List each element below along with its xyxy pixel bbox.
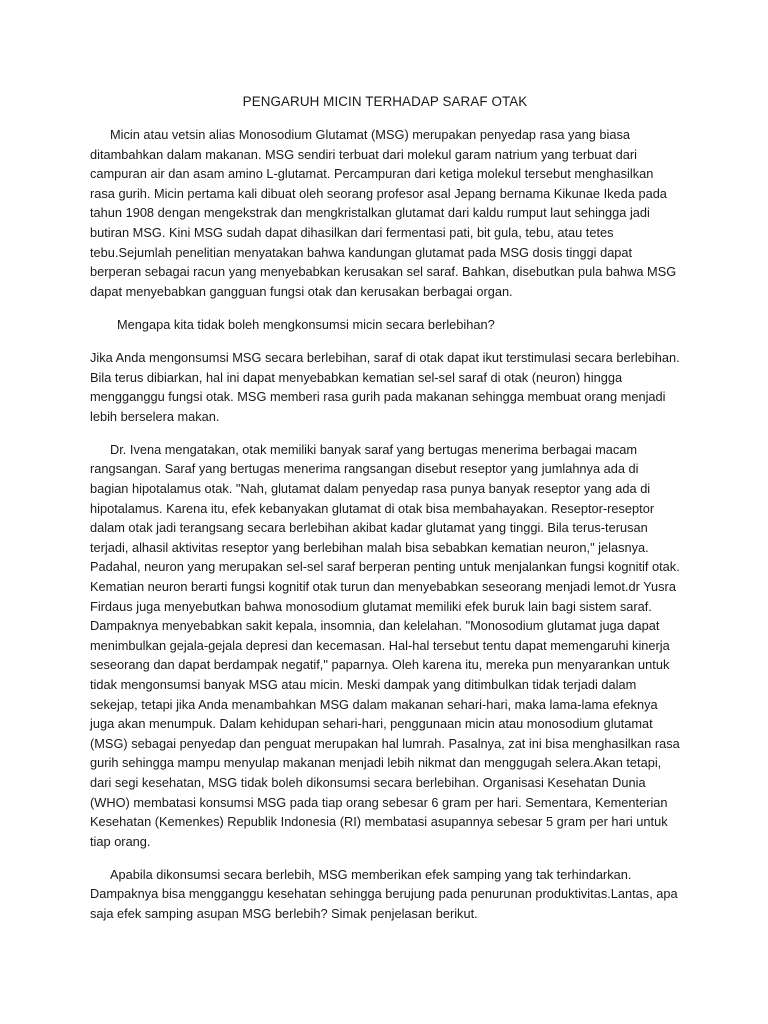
paragraph-side-effects: Apabila dikonsumsi secara berlebih, MSG memberikan efek samping yang tak terhindarkan. Dampaknya bisa mengganggu kesehatan sehingga berujung pada penurunan produktivitas.Lantas, apa saja efek samping asupan MSG berlebih? Simak penjelasan berikut. <box>90 866 678 921</box>
paragraph-intro: Micin atau vetsin alias Monosodium Glutamat (MSG) merupakan penyedap rasa yang biasa ditambahkan dalam makanan. MSG sendiri terbuat dari molekul garam natrium yang terbuat dari campuran air dan asam amino L-glutamat. Percampuran dari ketiga molekul tersebut menghasilkan rasa gurih. Micin pertama kali dibuat oleh seorang profesor asal Jepang bernama Kikunae Ikeda pada tahun 1908 dengan mengekstrak dan mengkristalkan glutamat dari kaldu rumput laut sehingga jadi butiran MSG. Kini MSG sudah dapat dihasilkan dari fermentasi pati, bit gula, tebu, atau tetes tebu.Sejumlah penelitian menyatakan bahwa kandungan glutamat pada MSG dosis tinggi dapat berperan sebagai racun yang menyebabkan kerusakan sel saraf. Bahkan, disebutkan pula bahwa MSG dapat menyebabkan gangguan fungsi otak dan kerusakan berbagai organ. <box>90 127 677 299</box>
paragraph-excess-consumption: Jika Anda mengonsumsi MSG secara berlebihan, saraf di otak dapat ikut terstimulasi secara berlebihan. Bila terus dibiarkan, hal ini dapat menyebabkan kematian sel-sel saraf di otak (neuron) hingga mengganggu fungsi otak. MSG memberi rasa gurih pada makanan sehingga membuat orang menjadi lebih berselera makan. <box>90 349 680 424</box>
paragraph-expert-opinion: Dr. Ivena mengatakan, otak memiliki banyak saraf yang bertugas menerima berbagai macam rangsangan. Saraf yang bertugas menerima rangsangan disebut reseptor yang jumlahnya ada di bagian hipotalamus otak. "Nah, glutamat dalam penyedap rasa punya banyak reseptor yang ada di hipotalamus. Karena itu, efek kebanyakan glutamat di otak bisa membahayakan. Reseptor-reseptor dalam otak jadi terangsang secara berlebihan akibat kadar glutamat yang tinggi. Bila terus-terusan terjadi, alhasil aktivitas reseptor yang berlebihan malah bisa sebabkan kematian neuron," jelasnya. Padahal, neuron yang merupakan sel-sel saraf berperan penting untuk menjalankan fungsi kognitif otak. Kematian neuron berarti fungsi kognitif otak turun dan menyebabkan seseorang menjadi lemot.dr Yusra Firdaus juga menyebutkan bahwa monosodium glutamat memiliki efek buruk lain bagi sistem saraf. Dampaknya menyebabkan sakit kepala, insomnia, dan kelelahan. "Monosodium glutamat juga dapat menimbulkan gejala-gejala depresi dan kecemasan. Hal-hal tersebut tentu dapat memengaruhi kinerja seseorang dan dapat berdampak negatif," paparnya. Oleh karena itu, mereka pun menyarankan untuk tidak mengonsumsi banyak MSG atau micin. Meski dampak yang ditimbulkan tidak terjadi dalam sekejap, tetapi jika Anda menambahkan MSG dalam makanan sehari-hari, maka lama-lama efeknya juga akan menumpuk. Dalam kehidupan sehari-hari, penggunaan micin atau monosodium glutamat (MSG) sebagai penyedap dan penguat merupakan hal lumrah. Pasalnya, zat ini bisa menghasilkan rasa gurih sehingga mampu menyulap makanan menjadi lebih nikmat dan menggugah selera.Akan tetapi, dari segi kesehatan, MSG tidak boleh dikonsumsi secara berlebihan. Organisasi Kesehatan Dunia (WHO) membatasi konsumsi MSG pada tiap orang sebesar 6 gram per hari. Sementara, Kementerian Kesehatan (Kemenkes) Republik Indonesia (RI) membatasi asupannya sebesar 5 gram per hari untuk tiap orang. <box>90 441 680 849</box>
paragraph-question: Mengapa kita tidak boleh mengkonsumsi micin secara berlebihan? <box>117 316 495 332</box>
document-title: PENGARUH MICIN TERHADAP SARAF OTAK <box>242 94 528 109</box>
